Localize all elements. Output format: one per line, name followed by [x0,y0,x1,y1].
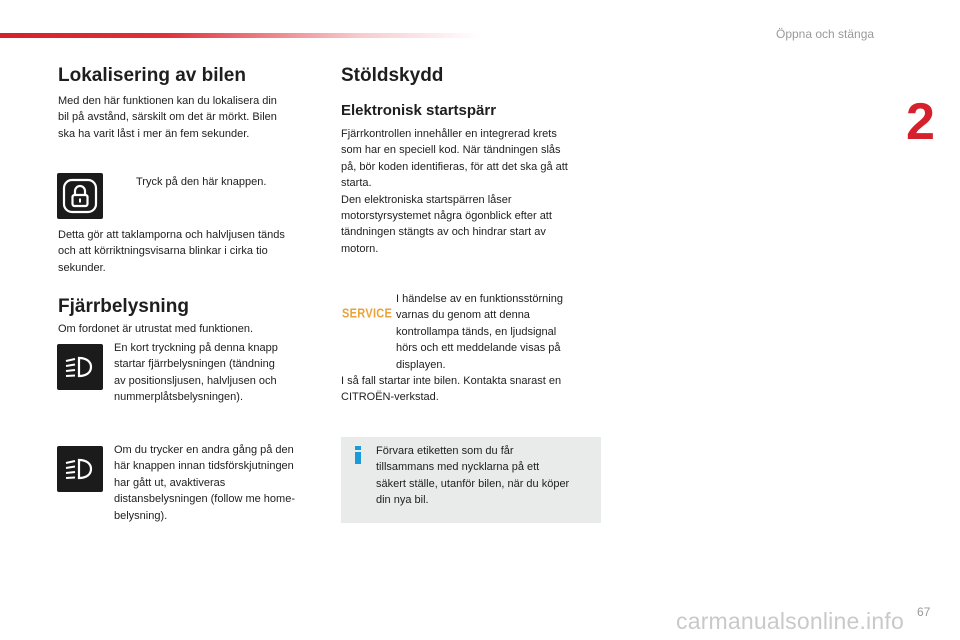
remote-lighting-intro: Om fordonet är utrustat med funktionen. [58,323,254,335]
immobiliser-subtitle: Elektronisk startspärr [341,102,497,119]
service-warning-icon: SERVICE [342,307,393,321]
section-title: Öppna och stänga [776,27,875,41]
locate-instruction: Tryck på den här knappen. [136,176,267,188]
info-icon [351,446,365,464]
watermark: carmanualsonline.info [676,608,904,634]
headlight-icon [57,446,103,492]
page-number: 67 [917,605,931,619]
immobiliser-body: Fjärrkontrollen innehåller en integrerad krets som har en speciell kod. När tändningen slås på, bör koden identifieras, för att det ska gå att starta. Den elektroniska startspärren låser motorstyrsystemet några ögonblick efter att tändningen stängts av och hindrar start av motorn. [341,128,568,255]
anti-theft-title: Stöldskydd [341,65,444,86]
locate-result: Detta gör att taklamporna och halvljusen tänds och att körriktningsvisarna blinkar i cirka tio sekunder. [58,229,285,274]
padlock-icon [57,173,103,219]
remote-lighting-title: Fjärrbelysning [58,296,189,317]
press-once-text: En kort tryckning på denna knapp startar fjärrbelysningen (tändning av positionsljusen, halvljusen och nummerplåtsbelysningen). [114,342,278,404]
chapter-number: 2 [906,93,935,151]
fault-followup-text: I så fall startar inte bilen. Kontakta snarast en CITROËN-verkstad. [341,375,562,404]
press-twice-text: Om du trycker en andra gång på den här knappen innan tidsförskjutningen har gått ut, avaktiveras distansbelysningen (follow me home- belysning). [114,444,295,522]
fault-text: I händelse av en funktionsstörning varnas du genom att denna kontrollampa tänds, en ljudsignal hörs och ett meddelande visas på displayen. [396,293,563,371]
headlight-icon [57,344,103,390]
locate-intro: Med den här funktionen kan du lokalisera din bil på avstånd, särskilt om det är mörkt. Bilen ska ha varit låst i mer än fem sekunder. [58,95,277,140]
locate-title: Lokalisering av bilen [58,65,246,86]
info-text: Förvara etiketten som du får tillsammans med nycklarna på ett säkert ställe, utanför bilen, när du köper din nya bil. [376,445,570,507]
header-accent-bar [0,33,480,38]
